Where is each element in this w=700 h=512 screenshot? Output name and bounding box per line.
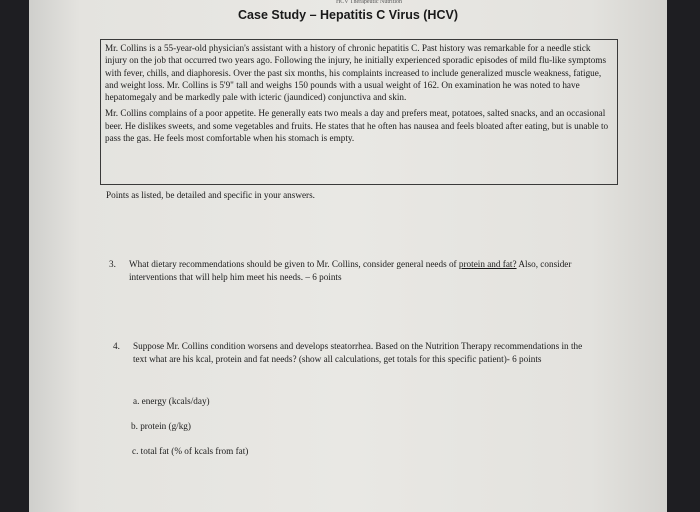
- page-title: Case Study – Hepatitis C Virus (HCV): [238, 8, 458, 22]
- document-page: [29, 0, 667, 512]
- question-4-sub-b: b. protein (g/kg): [131, 421, 191, 431]
- question-3-text: [129, 258, 589, 283]
- question-4-number: 4.: [113, 341, 120, 351]
- instructions-note: Points as listed, be detailed and specific in your answers.: [106, 190, 315, 200]
- question-4-sub-a: a. energy (kcals/day): [133, 396, 210, 406]
- cut-off-header: HCV Therapeutic Nutrition: [335, 0, 403, 4]
- question-4-text: Suppose Mr. Collins condition worsens and develops steatorrhea. Based on the Nutrition Therapy recommendations in the text what are his kcal, protein and fat needs? (show all calculations, get totals for this specific patient)- 6 points: [133, 341, 583, 364]
- case-paragraph-1: Mr. Collins is a 55-year-old physician's assistant with a history of chronic hepatitis C. Past history was remarkable for a needle stick injury on the job that occurred two years ago. Following the injury, he initially experienced sporadic episodes of mild flu-like symptoms with fever, chills, and diaphoresis. Over the past six months, his complaints increased to include generalized muscle weakness, fatigue, and weight loss. Mr. Collins is 5'9" tall and weighs 150 pounds with a usual weight of 162. On examination he was noted to have hepatomegaly and be markedly pale with icteric (jaundiced) conjunctiva and skin.: [105, 43, 607, 103]
- question-3: [109, 258, 589, 283]
- case-description-box: [100, 39, 618, 185]
- question-3-text-a: What dietary recommendations should be given to Mr. Collins, consider general needs of: [129, 259, 459, 269]
- question-3-number: 3.: [109, 259, 116, 269]
- question-3-underlined: protein and fat?: [458, 259, 517, 269]
- question-4-sub-c: c. total fat (% of kcals from fat): [132, 446, 249, 456]
- case-paragraph-2: Mr. Collins complains of a poor appetite. He generally eats two meals a day and prefers meat, potatoes, salted snacks, and an occasional beer. He dislikes sweets, and some vegetables and fruits. He states that he often has nausea and feels bloated after eating, but is unable to pass the gas. He feels most comfortable when his stomach is empty.: [105, 108, 609, 144]
- question-3-text-b: Also, consider interventions that will help him meet his needs. – 6 points: [129, 259, 572, 282]
- question-4: [113, 340, 583, 365]
